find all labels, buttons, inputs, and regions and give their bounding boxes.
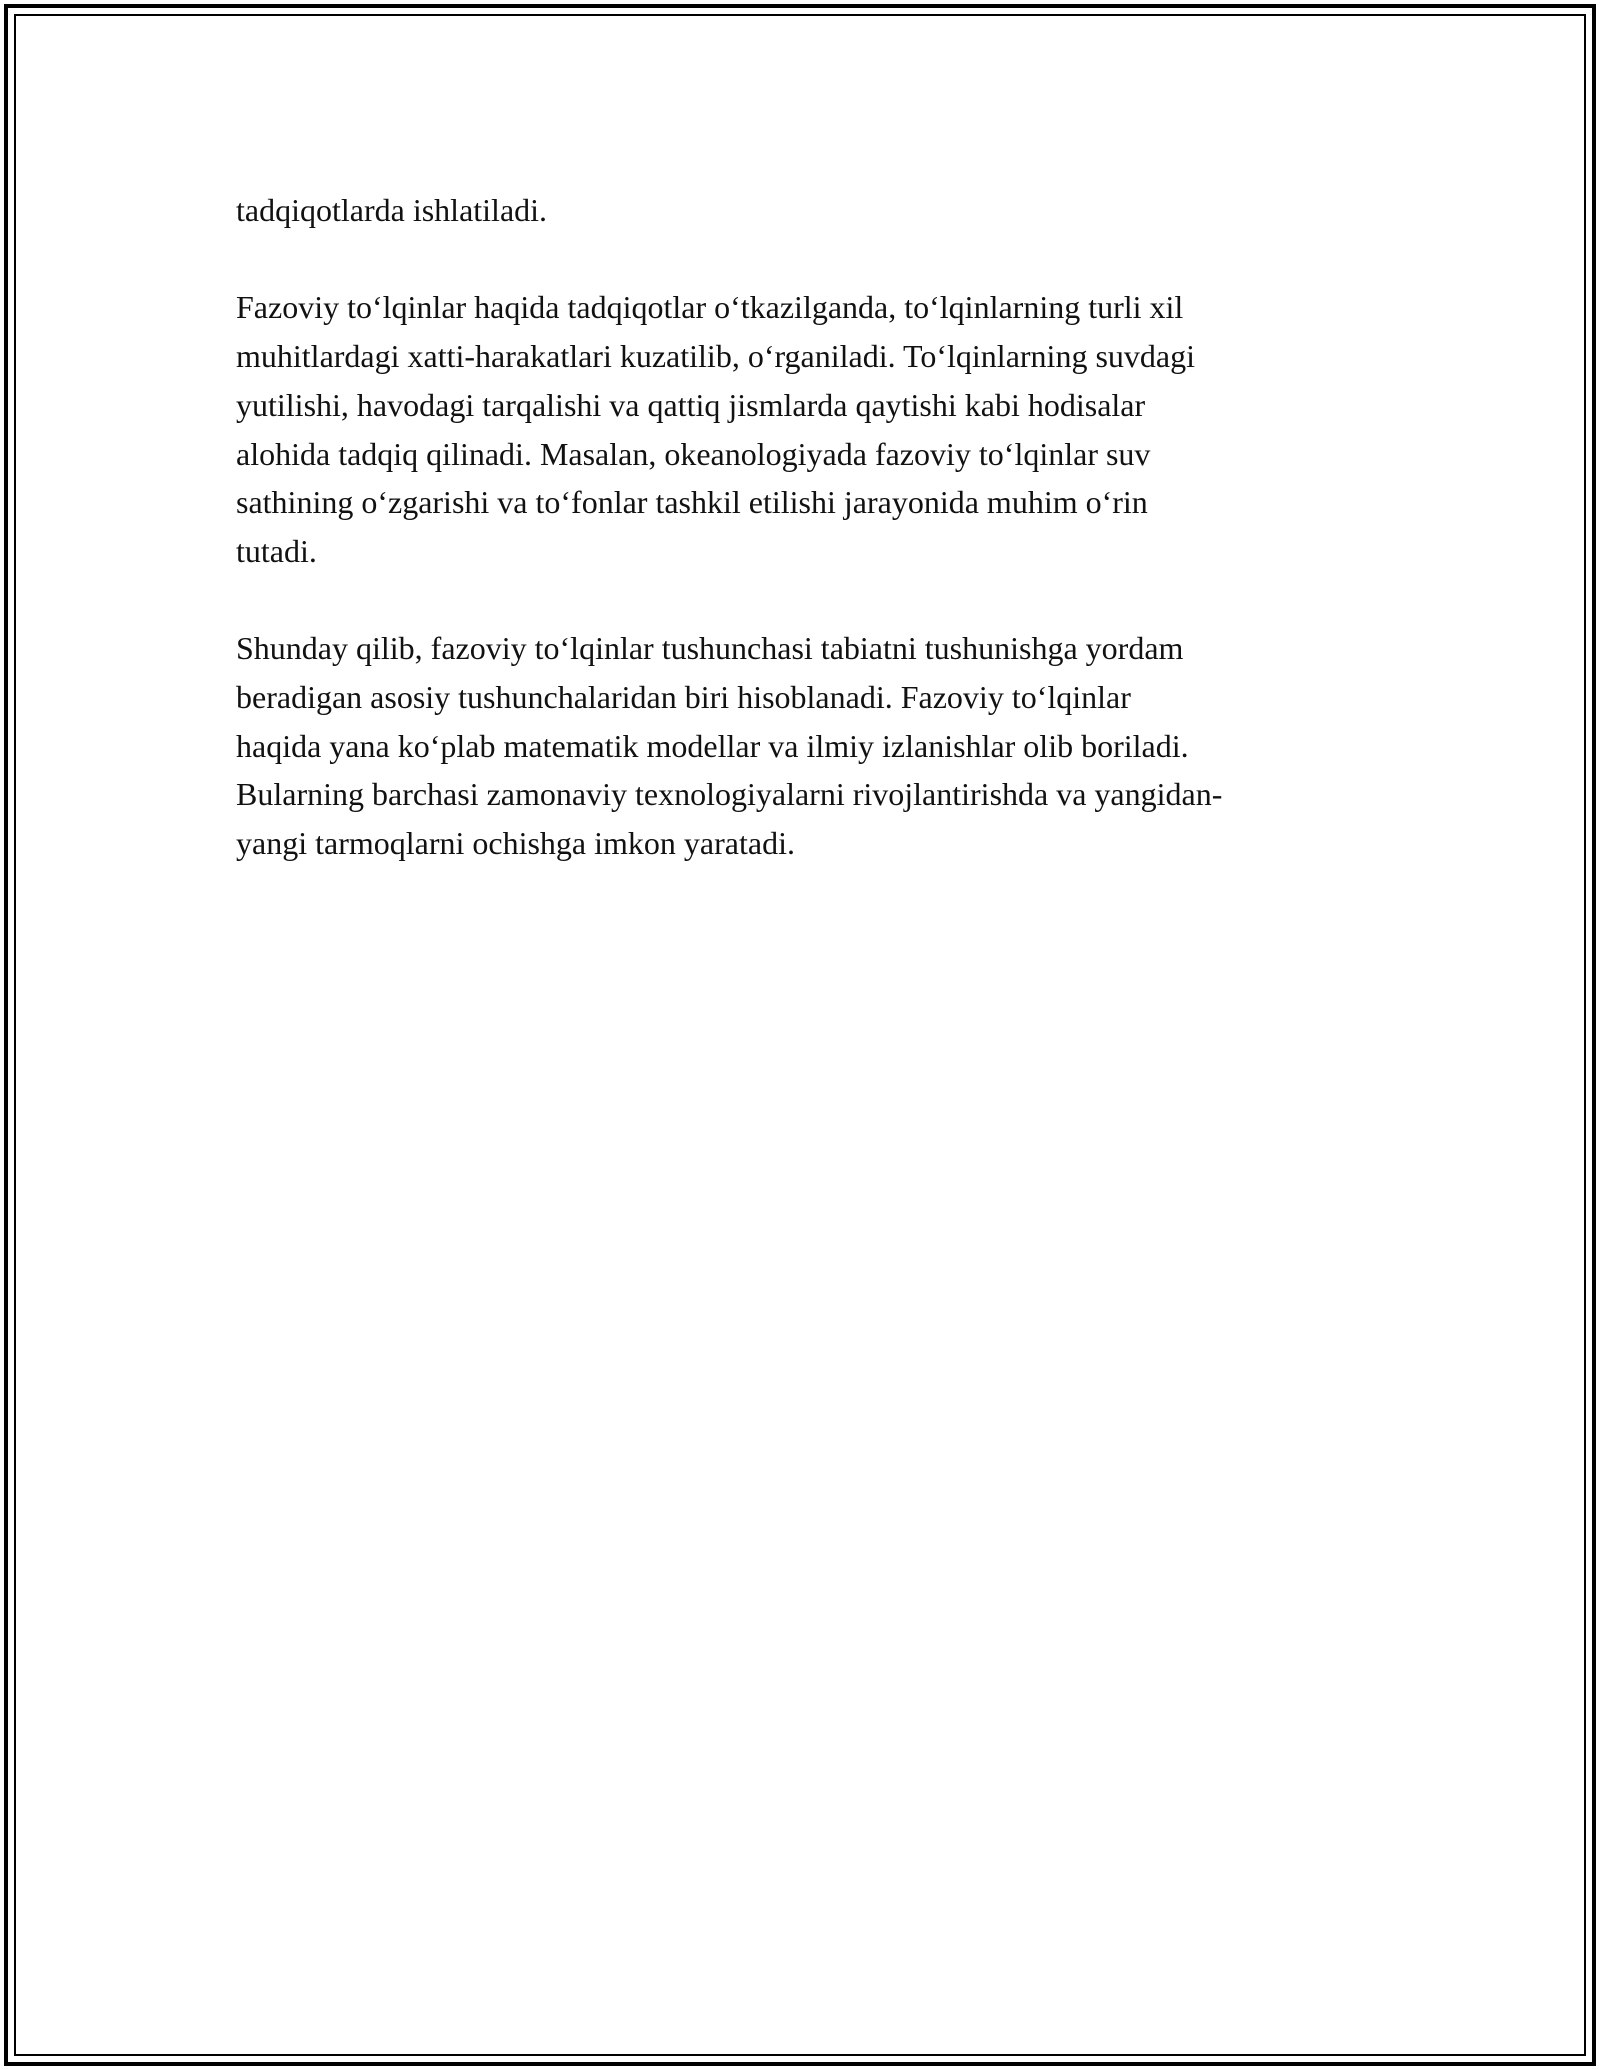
text-line: haqida yana ko‘plab matematik modellar va ilmiy izlanishlar olib boriladi. [236, 727, 1189, 764]
paragraph-1 [236, 186, 1386, 235]
document-body [236, 186, 1386, 917]
text-line: sathining o‘zgarishi va to‘fonlar tashkil etilishi jarayonida muhim o‘rin [236, 484, 1148, 521]
text-line: Shunday qilib, fazoviy to‘lqinlar tushunchasi tabiatni tushunishga yordam [236, 630, 1184, 667]
paragraph-2 [236, 283, 1386, 575]
text-line: Fazoviy to‘lqinlar haqida tadqiqotlar o‘tkazilganda, to‘lqinlarning turli xil [236, 289, 1184, 326]
text-line: tadqiqotlarda ishlatiladi. [236, 192, 548, 228]
text-line: beradigan asosiy tushunchalaridan biri hisoblanadi. Fazoviy to‘lqinlar [236, 679, 1131, 715]
text-line: yutilishi, havodagi tarqalishi va qattiq jismlarda qaytishi kabi hodisalar [236, 386, 1146, 423]
text-line: Bularning barchasi zamonaviy texnologiyalarni rivojlantirishda va yangidan- [236, 776, 1223, 813]
text-line: tutadi. [236, 532, 317, 569]
paragraph-3 [236, 624, 1386, 868]
text-line: yangi tarmoqlarni ochishga imkon yaratadi. [236, 825, 795, 862]
text-line: muhitlardagi xatti-harakatlari kuzatilib, o‘rganiladi. To‘lqinlarning suvdagi [236, 338, 1195, 375]
text-line: alohida tadqiq qilinadi. Masalan, okeanologiyada fazoviy to‘lqinlar suv [236, 435, 1151, 472]
